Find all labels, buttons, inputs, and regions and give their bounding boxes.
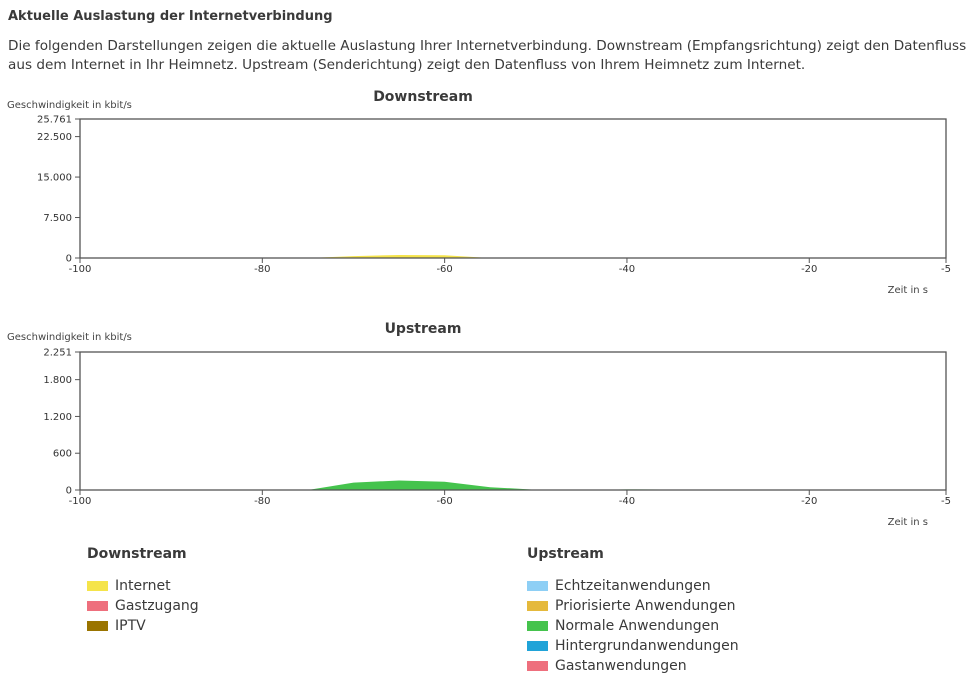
legend-label: Priorisierte Anwendungen <box>555 598 736 614</box>
legend-swatch <box>87 581 108 591</box>
plot-frame <box>80 352 946 490</box>
x-tick-label: -80 <box>254 264 271 275</box>
y-tick-label: 1.200 <box>43 411 72 423</box>
y-axis-label: Geschwindigkeit in kbit/s <box>7 100 132 111</box>
legend-item-echtzeit <box>527 576 739 596</box>
x-axis-label: Zeit in s <box>887 285 928 296</box>
legend-item-iptv <box>87 616 199 636</box>
downstream-chart <box>0 86 974 298</box>
legend-swatch <box>527 641 548 651</box>
legend-label: Internet <box>115 578 171 594</box>
legend-item-gastzugang <box>87 596 199 616</box>
x-tick-label: -5 <box>941 264 951 275</box>
x-tick-label: -40 <box>618 264 636 275</box>
legend-label: Gastanwendungen <box>555 658 687 674</box>
legend-item-internet <box>87 576 199 596</box>
y-tick-label: 0 <box>65 485 72 497</box>
legend-item-normal <box>527 616 739 636</box>
chart-title: Downstream <box>373 89 473 105</box>
y-tick-label: 22.500 <box>37 132 72 144</box>
legend-label: Echtzeitanwendungen <box>555 578 711 594</box>
legend-downstream-title: Downstream <box>87 546 187 562</box>
series-area <box>80 481 946 491</box>
x-axis-label: Zeit in s <box>887 517 928 528</box>
legend-item-priorisiert <box>527 596 739 616</box>
y-tick-label: 0 <box>65 253 72 265</box>
legend-item-hintergrund <box>527 636 739 656</box>
legend-label: IPTV <box>115 618 146 634</box>
legend-swatch <box>527 581 548 591</box>
x-tick-label: -40 <box>618 496 636 507</box>
y-tick-label: 15.000 <box>37 172 72 184</box>
legend-swatch <box>527 661 548 671</box>
x-tick-label: -60 <box>436 496 453 507</box>
x-tick-label: -20 <box>801 496 818 507</box>
y-tick-label: 25.761 <box>37 114 72 126</box>
y-tick-label: 600 <box>52 448 72 460</box>
plot-frame <box>80 119 946 258</box>
legend-upstream <box>527 546 739 676</box>
legend-swatch <box>527 621 548 631</box>
x-tick-label: -20 <box>801 264 818 275</box>
legend-swatch <box>87 621 108 631</box>
page-title: Aktuelle Auslastung der Internetverbindung <box>8 9 333 24</box>
upstream-chart <box>0 318 974 530</box>
y-tick-label: 2.251 <box>43 347 72 359</box>
legend-swatch <box>87 601 108 611</box>
legend-label: Gastzugang <box>115 598 199 614</box>
page-description: Die folgenden Darstellungen zeigen die aktuelle Auslastung Ihrer Internetverbindung. Downstream (Empfangsrichtung) zeigt den Datenfluss aus dem Internet in Ihr Heimnetz. Upstream (Senderichtung) zeigt den Datenfluss von Ihrem Heimnetz zum Internet. <box>8 38 967 73</box>
legend-downstream <box>87 546 199 636</box>
legend-item-gast <box>527 656 739 676</box>
y-tick-label: 1.800 <box>43 375 72 387</box>
y-tick-label: 7.500 <box>43 213 72 225</box>
legend-upstream-title: Upstream <box>527 546 604 562</box>
y-axis-label: Geschwindigkeit in kbit/s <box>7 332 132 343</box>
legend-label: Normale Anwendungen <box>555 618 720 634</box>
legend-label: Hintergrundanwendungen <box>555 638 739 654</box>
x-tick-label: -100 <box>68 496 92 507</box>
chart-title: Upstream <box>384 321 462 337</box>
x-tick-label: -60 <box>436 264 453 275</box>
x-tick-label: -80 <box>254 496 271 507</box>
x-tick-label: -5 <box>941 496 951 507</box>
x-tick-label: -100 <box>68 264 92 275</box>
legend-swatch <box>527 601 548 611</box>
